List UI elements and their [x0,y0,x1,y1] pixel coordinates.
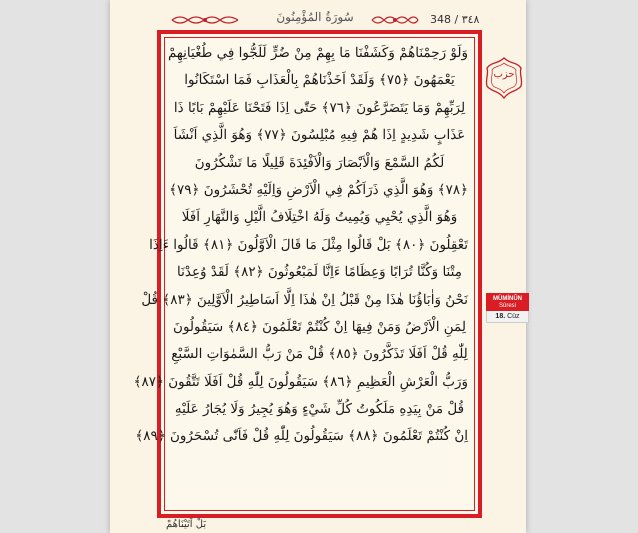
surah-juz-badge [486,293,529,323]
text-frame [133,30,482,518]
verse-line: يَعْمَهُونَ ﴿٧٥﴾ وَلَقَدْ اَخَذْنَاهُمْ بِالْعَذَابِ فَمَا اسْتَكَانُوا [184,72,455,89]
header-ornament-left-icon [170,14,240,26]
surah-title: سُورَةُ المُؤْمِنُونَ [276,10,354,24]
hizb-marker [483,56,525,100]
verse-line: قُلْ مَنْ بِيَدِهِ مَلَكُوتُ كُلِّ شَيْءٍ وَهُوَ يُجِيرُ وَلَا يُجَارُ عَلَيْهِ [174,401,465,418]
verse-line: نَحْنُ وَاٰبَاؤُنَا هٰذَا مِنْ قَبْلُ اِنْ هٰذَا اِلَّا اَسَاطِيرُ الْاَوَّلِينَ ﴿٨٣﴾ قُلْ [141,291,468,308]
surah-badge [486,293,529,311]
verse-block [133,40,468,451]
verse-line: تَعْقِلُونَ ﴿٨٠﴾ بَلْ قَالُوا مِثْلَ مَا قَالَ الْاَوَّلُونَ ﴿٨١﴾ قَالُوا ءَاِذَا [149,236,468,253]
verse-line: مِتْنَا وَكُنَّا تُرَابًا وَعِظَامًا ءَاِنَّا لَمَبْعُوثُونَ ﴿٨٢﴾ لَقَدْ وُعِدْنَا [177,264,462,281]
verse-line: وَرَبُّ الْعَرْشِ الْعَظِيمِ ﴿٨٦﴾ سَيَقُولُونَ لِلّٰهِ قُلْ اَفَلَا تَتَّقُونَ ﴿٨٧﴾ [133,373,468,390]
header-ornament-right-icon [370,14,420,26]
verse-line: اِنْ كُنْتُمْ تَعْلَمُونَ ﴿٨٨﴾ سَيَقُولُونَ لِلّٰهِ قُلْ فَاَنّٰى تُسْحَرُونَ ﴿٨٩﴾ [135,428,468,445]
badge-surah-name: MÜMİNÛN [493,296,522,302]
verse-line: وَلَوْ رَحِمْنَاهُمْ وَكَشَفْنَا مَا بِهِمْ مِنْ ضُرٍّ لَلَجُّوا فِي طُغْيَانِهِمْ [167,45,468,61]
verse-line: ﴿٧٨﴾ وَهُوَ الَّذِي ذَرَاَكُمْ فِي الْاَرْضِ وَاِلَيْهِ تُحْشَرُونَ ﴿٧٩﴾ [169,181,468,198]
verse-line: لِلّٰهِ قُلْ اَفَلَا تَذَكَّرُونَ ﴿٨٥﴾ قُلْ مَنْ رَبُّ السَّمٰوَاتِ السَّبْعِ [171,346,468,363]
juz-label: Cüz [507,313,520,320]
page-number: 348 / ٣٤٨ [430,13,480,26]
badge-surah-label: Sûresi [498,303,516,309]
catchword: بَلْ اَتَيْنَاهُمْ [166,519,207,530]
verse-line: لَكُمُ السَّمْعَ وَالْاَبْصَارَ وَالْاَفْئِدَةَ قَلِيلًا مَا تَشْكُرُونَ [194,154,445,171]
mushaf-page [110,0,526,533]
verse-line: لِرَبِّهِمْ وَمَا يَتَضَرَّعُونَ ﴿٧٦﴾ حَتّٰى اِذَا فَتَحْنَا عَلَيْهِمْ بَابًا ذَا [173,99,466,116]
page-header [110,0,526,30]
juz-number: 18. [495,313,506,320]
juz-badge [486,311,529,323]
verse-line: وَهُوَ الَّذِي يُحْيِي وَيُمِيتُ وَلَهُ اخْتِلَافُ الَّيْلِ وَالنَّهَارِ اَفَلَا [181,209,458,226]
hizb-label: حزب [493,69,515,80]
verse-line: لِمَنِ الْاَرْضُ وَمَنْ فِيهَا اِنْ كُنْتُمْ تَعْلَمُونَ ﴿٨٤﴾ سَيَقُولُونَ [173,318,466,335]
verse-line: عَذَابٍ شَدِيدٍ اِذَا هُمْ فِيهِ مُبْلِسُونَ ﴿٧٧﴾ وَهُوَ الَّذِي اَنْشَاَ [173,127,466,144]
